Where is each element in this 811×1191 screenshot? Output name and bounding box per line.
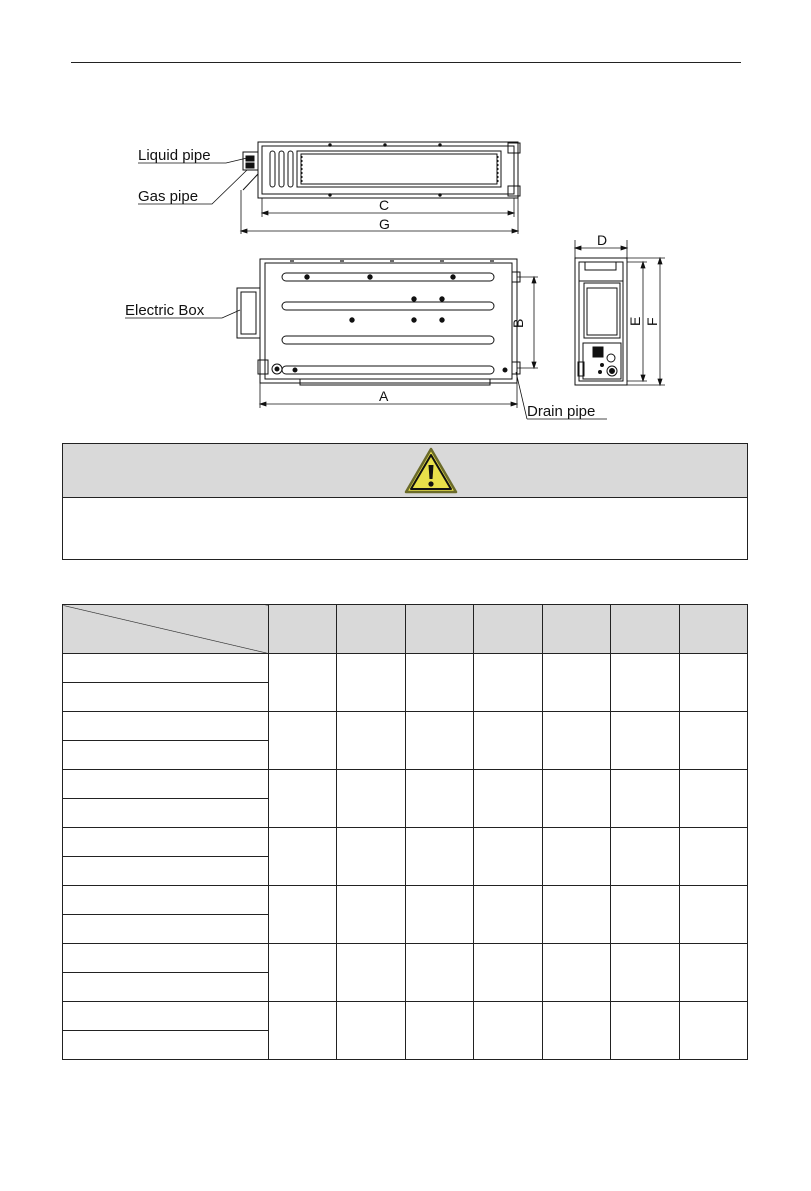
model-cell bbox=[63, 944, 269, 973]
dim-b-label: B bbox=[510, 318, 526, 328]
model-cell bbox=[63, 683, 269, 712]
dimension-value-cell bbox=[611, 770, 679, 828]
table-row bbox=[63, 1002, 748, 1031]
model-cell bbox=[63, 741, 269, 770]
table-row bbox=[63, 654, 748, 683]
dimension-a bbox=[260, 383, 517, 408]
electric-box-label: Electric Box bbox=[125, 302, 205, 319]
liquid-pipe-label: Liquid pipe bbox=[138, 147, 211, 164]
dimension-value-cell bbox=[474, 770, 542, 828]
bottom-view bbox=[237, 259, 520, 385]
dimension-value-cell bbox=[474, 654, 542, 712]
dimension-value-cell bbox=[269, 712, 337, 770]
side-view bbox=[575, 258, 627, 385]
table-row bbox=[63, 712, 748, 741]
table-header-cell bbox=[542, 605, 610, 654]
dimension-value-cell bbox=[337, 886, 405, 944]
dimension-value-cell bbox=[679, 770, 747, 828]
dimension-value-cell bbox=[405, 712, 473, 770]
warning-box-body bbox=[63, 498, 747, 560]
unit-dimension-drawing bbox=[0, 0, 811, 430]
model-cell bbox=[63, 915, 269, 944]
dimension-value-cell bbox=[474, 712, 542, 770]
warning-box bbox=[62, 443, 748, 560]
table-row bbox=[63, 828, 748, 857]
dimension-value-cell bbox=[611, 1002, 679, 1060]
dimension-value-cell bbox=[611, 828, 679, 886]
drain-pipe-label: Drain pipe bbox=[527, 403, 596, 420]
model-cell bbox=[63, 886, 269, 915]
dimension-value-cell bbox=[542, 712, 610, 770]
dimension-value-cell bbox=[474, 886, 542, 944]
dimension-value-cell bbox=[679, 828, 747, 886]
dimension-value-cell bbox=[405, 770, 473, 828]
warning-triangle-icon bbox=[403, 446, 459, 496]
dimension-value-cell bbox=[269, 1002, 337, 1060]
table-corner-cell bbox=[63, 605, 269, 654]
dimension-value-cell bbox=[679, 944, 747, 1002]
dim-c-label: C bbox=[379, 197, 390, 213]
dimension-value-cell bbox=[542, 944, 610, 1002]
table-header-row bbox=[63, 605, 748, 654]
warning-box-header bbox=[63, 444, 747, 498]
gas-pipe-label: Gas pipe bbox=[138, 188, 199, 205]
model-cell bbox=[63, 770, 269, 799]
dimension-value-cell bbox=[542, 828, 610, 886]
model-cell bbox=[63, 828, 269, 857]
model-cell bbox=[63, 712, 269, 741]
dimension-value-cell bbox=[405, 944, 473, 1002]
dimension-value-cell bbox=[269, 886, 337, 944]
dimension-value-cell bbox=[405, 654, 473, 712]
dimension-value-cell bbox=[474, 1002, 542, 1060]
table-header-cell bbox=[474, 605, 542, 654]
model-cell bbox=[63, 1002, 269, 1031]
table-header-cell bbox=[269, 605, 337, 654]
dimension-value-cell bbox=[269, 944, 337, 1002]
table-header-cell bbox=[611, 605, 679, 654]
model-cell bbox=[63, 1031, 269, 1060]
top-view bbox=[243, 142, 520, 198]
table-header-cell bbox=[337, 605, 405, 654]
dimension-value-cell bbox=[542, 1002, 610, 1060]
dimension-value-cell bbox=[337, 712, 405, 770]
dimension-value-cell bbox=[679, 886, 747, 944]
dimension-value-cell bbox=[679, 654, 747, 712]
dimension-value-cell bbox=[611, 886, 679, 944]
table-header-cell bbox=[679, 605, 747, 654]
dim-a-label: A bbox=[379, 388, 389, 404]
dimension-value-cell bbox=[405, 828, 473, 886]
dimension-value-cell bbox=[542, 886, 610, 944]
dimension-value-cell bbox=[405, 886, 473, 944]
table-row bbox=[63, 944, 748, 973]
table-body bbox=[63, 654, 748, 1060]
table-row bbox=[63, 770, 748, 799]
dimension-value-cell bbox=[337, 1002, 405, 1060]
table-row bbox=[63, 886, 748, 915]
dimension-value-cell bbox=[542, 654, 610, 712]
dim-g-label: G bbox=[379, 216, 390, 232]
model-cell bbox=[63, 973, 269, 1002]
model-cell bbox=[63, 654, 269, 683]
dimension-value-cell bbox=[269, 828, 337, 886]
dimension-value-cell bbox=[405, 1002, 473, 1060]
dimension-value-cell bbox=[679, 712, 747, 770]
dimension-value-cell bbox=[337, 828, 405, 886]
dimension-value-cell bbox=[542, 770, 610, 828]
dimension-value-cell bbox=[337, 770, 405, 828]
dimension-value-cell bbox=[611, 944, 679, 1002]
dim-e-label: E bbox=[627, 316, 643, 326]
dimension-table bbox=[62, 604, 748, 1060]
dimension-value-cell bbox=[337, 654, 405, 712]
dimension-value-cell bbox=[474, 828, 542, 886]
dimension-value-cell bbox=[611, 712, 679, 770]
dimension-value-cell bbox=[337, 944, 405, 1002]
dimension-value-cell bbox=[611, 654, 679, 712]
dimension-value-cell bbox=[679, 1002, 747, 1060]
dim-d-label: D bbox=[597, 232, 608, 248]
model-cell bbox=[63, 799, 269, 828]
table-header-cell bbox=[405, 605, 473, 654]
dimension-value-cell bbox=[269, 770, 337, 828]
dim-f-label: F bbox=[644, 317, 660, 326]
dimension-value-cell bbox=[474, 944, 542, 1002]
model-cell bbox=[63, 857, 269, 886]
dimension-value-cell bbox=[269, 654, 337, 712]
